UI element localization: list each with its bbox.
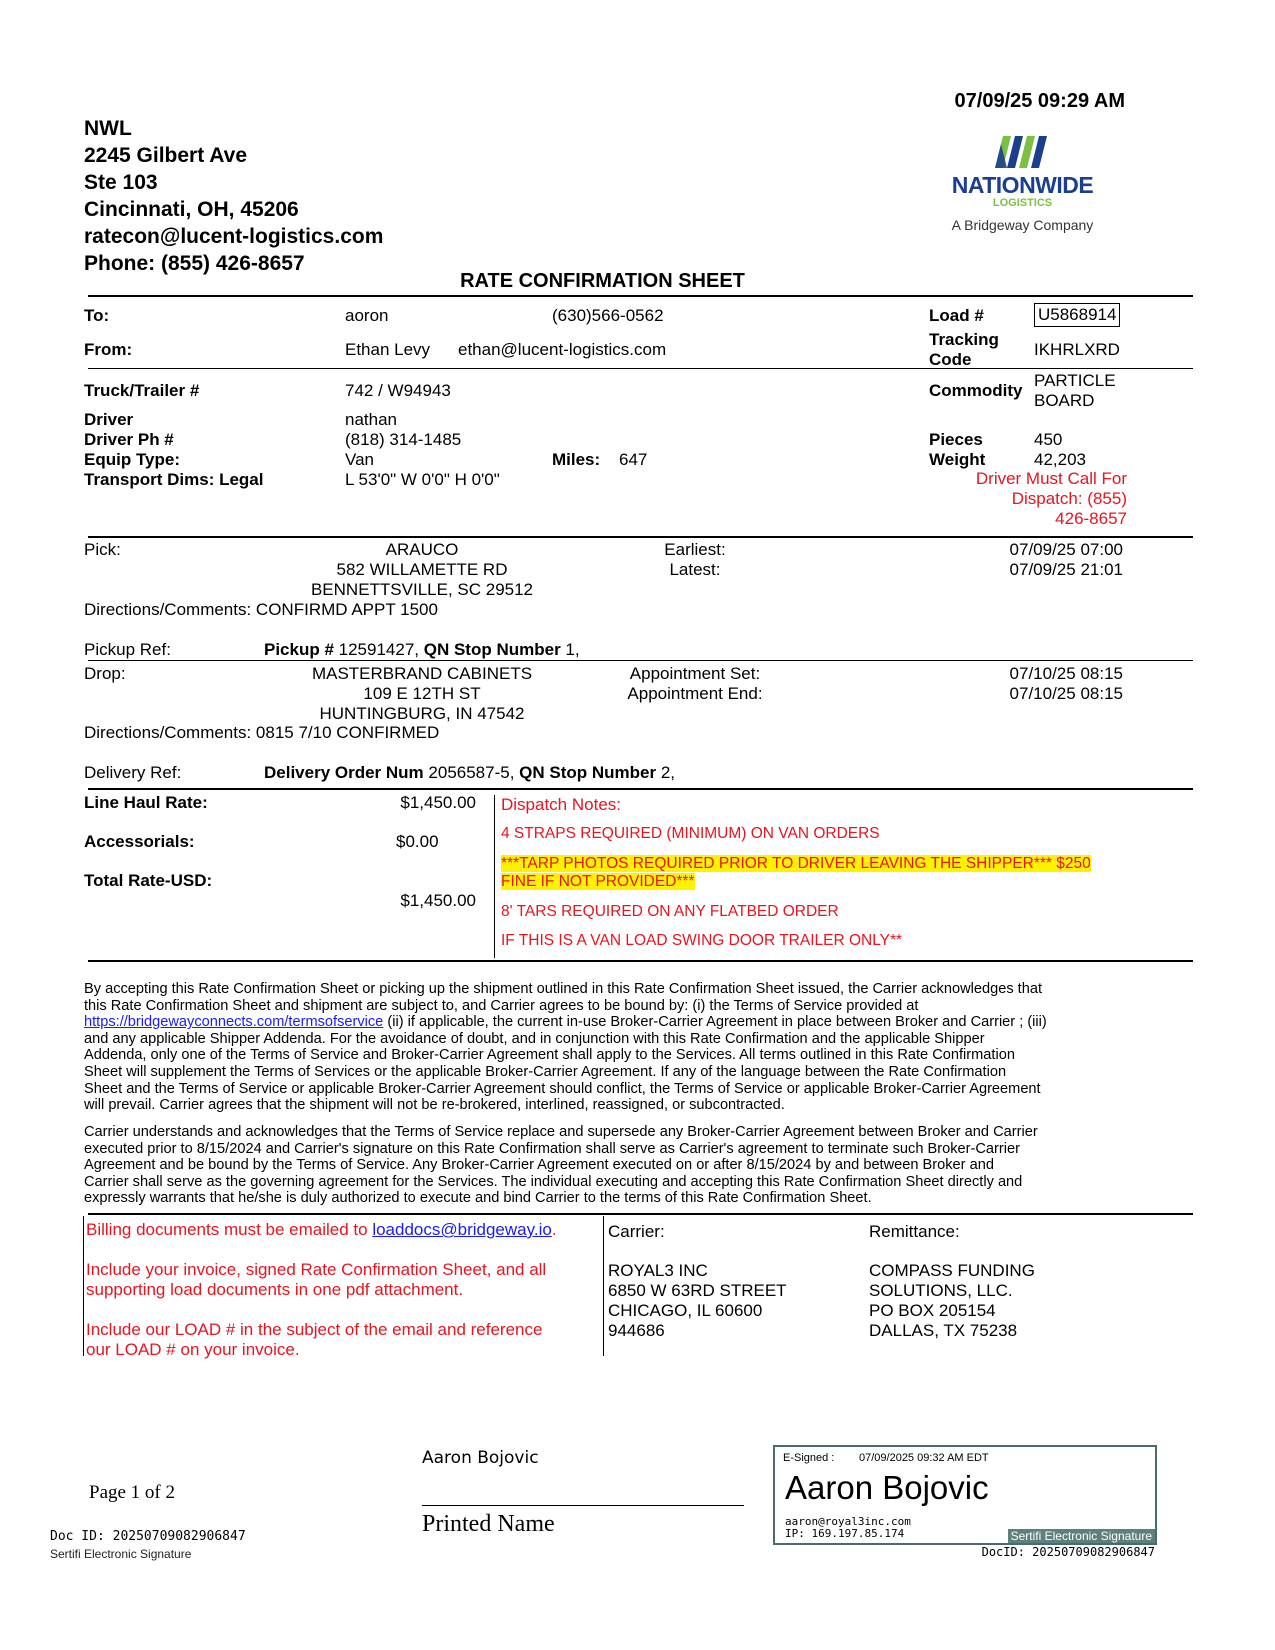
carrier-line: 944686 [608, 1321, 665, 1340]
divider [88, 295, 1193, 297]
esign-email: aaron@royal3inc.com [785, 1515, 911, 1528]
divider [88, 660, 1193, 661]
billing-line: our LOAD # on your invoice. [86, 1340, 300, 1359]
truck-label: Truck/Trailer # [84, 381, 200, 400]
legal-line: Carrier shall serve as the governing agreement for the Services. The individual executing and accepting this Rate Confirmation Sheet directly and [84, 1173, 1023, 1190]
divider [603, 1216, 604, 1356]
commodity-line: BOARD [1034, 391, 1095, 410]
pieces-value: 450 [1034, 430, 1063, 449]
company-address [84, 115, 383, 277]
legal-line: Sheet and the Terms of Service or applicable Broker-Carrier Agreement should conflict, the Terms of Service or applicable Broker-Carrier Agreement [84, 1080, 1041, 1097]
legal-line: and any applicable Shipper Addenda. For the avoidance of doubt, and in conjunction with this Rate Confirmation and the applicable Shipper [84, 1030, 985, 1047]
carrier-line: ROYAL3 INC [608, 1261, 708, 1280]
ref-key: Pickup # [264, 640, 334, 659]
legal-line: will prevail. Carrier agrees that the shipment will not be re-brokered, interlined, reassigned, or subcontracted. [84, 1097, 785, 1114]
divider [88, 536, 1193, 538]
pieces-weight-values [1034, 430, 1086, 470]
delivery-ref [264, 763, 675, 783]
miles-value: 647 [619, 450, 648, 469]
driver-ph-value: (818) 314-1485 [345, 430, 462, 449]
billing-email-link[interactable]: loaddocs@bridgeway.io [372, 1220, 552, 1239]
company-line: Ste 103 [84, 171, 158, 194]
dispatch-notes-title: Dispatch Notes: [501, 795, 621, 814]
driver-value: nathan [345, 410, 397, 429]
company-line: NWL [84, 117, 132, 140]
tracking-label-line: Tracking [929, 330, 999, 349]
to-phone: (630)566-0562 [552, 306, 664, 325]
signature-line [422, 1505, 744, 1506]
carrier-line: 6850 W 63RD STREET [608, 1281, 787, 1300]
dispatch-note-highlighted [501, 855, 1091, 891]
remittance-line: DALLAS, TX 75238 [869, 1321, 1018, 1340]
pickup-ref [264, 640, 580, 660]
company-line: Cincinnati, OH, 45206 [84, 198, 299, 221]
billing-line: Billing documents must be emailed to [86, 1220, 373, 1239]
driver-ph-label: Driver Ph # [84, 430, 174, 449]
appt-set-value: 07/10/25 08:15 [1009, 664, 1123, 683]
divider [88, 368, 1193, 369]
divider [88, 1213, 1193, 1215]
equip-value: Van [345, 450, 374, 469]
billing-line: supporting load documents in one pdf attachment. [86, 1280, 464, 1299]
esign-name: Aaron Bojovic [785, 1469, 989, 1506]
drop-addr2: HUNTINGBURG, IN 47542 [319, 704, 525, 723]
ref-value: 1, [560, 640, 580, 659]
accessorials-label: Accessorials: [84, 832, 195, 851]
drop-appt-labels [600, 664, 790, 704]
load-label: Load # [929, 306, 984, 325]
divider [88, 788, 1193, 790]
pick-addr2: BENNETTSVILLE, SC 29512 [310, 580, 534, 599]
logo-mark-icon [935, 128, 1110, 173]
legal-line: Addenda, only one of the Terms of Service and Broker-Carrier Agreement shall apply to the Services. All terms outlined in this Rate Confirmation [84, 1047, 1015, 1064]
legal-line: Agreement and be bound by the Terms of Service. Any Broker-Carrier Agreement executed on or after 8/15/2024 by and between Broker and [84, 1157, 994, 1174]
driver-call-line: 426-8657 [1055, 509, 1127, 528]
esign-doc-id: DocID: 20250709082906847 [981, 1545, 1155, 1559]
pick-label: Pick: [84, 540, 121, 559]
company-logo [935, 128, 1110, 233]
esign-datetime: 07/09/2025 09:32 AM EDT [859, 1452, 989, 1464]
dispatch-note: 8' TARS REQUIRED ON ANY FLATBED ORDER [501, 903, 839, 920]
from-email: ethan@lucent-logistics.com [458, 340, 667, 359]
equip-label: Equip Type: [84, 450, 181, 469]
drop-name: MASTERBRAND CABINETS [311, 664, 533, 683]
divider [88, 960, 1193, 962]
tracking-code: IKHRLXRD [1034, 340, 1120, 359]
company-line: ratecon@lucent-logistics.com [84, 225, 384, 248]
logo-tagline: A Bridgeway Company [951, 217, 1094, 233]
weight-label: Weight [929, 450, 986, 469]
drop-comments: Directions/Comments: 0815 7/10 CONFIRMED [84, 723, 440, 742]
legal-line: executed prior to 8/15/2024 and Carrier's signature on this Rate Confirmation shall serve as Carrier's agreement to terminate such Broker-Carrier [84, 1140, 1020, 1157]
company-line: Phone: (855) 426-8657 [84, 252, 305, 275]
pickup-ref-label: Pickup Ref: [84, 640, 171, 659]
esign-label: E-Signed : [783, 1452, 835, 1464]
esign-ip: IP: 169.197.85.174 [785, 1527, 905, 1540]
ref-key: QN Stop Number [519, 763, 657, 782]
pick-address [282, 540, 562, 600]
pick-comments: Directions/Comments: CONFIRMD APPT 1500 [84, 600, 438, 619]
remittance-line: COMPASS FUNDING [869, 1261, 1035, 1280]
appt-end-label: Appointment End: [627, 684, 763, 703]
drop-label: Drop: [84, 664, 126, 683]
commodity-value [1034, 371, 1116, 411]
terms-of-service-link[interactable]: https://bridgewayconnects.com/termsofservice [84, 1014, 384, 1031]
logo-sub: LOGISTICS [992, 197, 1053, 209]
page-title: RATE CONFIRMATION SHEET [460, 270, 745, 292]
driver-call-note [930, 469, 1127, 529]
divider [494, 795, 495, 958]
ref-key: QN Stop Number [423, 640, 561, 659]
total-rate-label: Total Rate-USD: [84, 871, 213, 890]
drop-appt-values [960, 664, 1123, 704]
pieces-weight-labels [929, 430, 985, 470]
to-label: To: [84, 306, 110, 325]
dispatch-note-line: ***TARP PHOTOS REQUIRED PRIOR TO DRIVER LEAVING THE SHIPPER*** $250 [501, 855, 1091, 872]
line-haul-label: Line Haul Rate: [84, 793, 208, 812]
esignature-box [773, 1445, 1157, 1545]
driver-label: Driver [84, 410, 134, 429]
legal-line: Sheet will supplement the Terms of Services or the applicable Broker-Carrier Agreement. If any of the language between the Rate Confirmation [84, 1063, 1007, 1080]
driver-call-line: Dispatch: (855) [1011, 489, 1127, 508]
weight-value: 42,203 [1034, 450, 1086, 469]
appt-end-value: 07/10/25 08:15 [1009, 684, 1123, 703]
drop-address [282, 664, 562, 724]
pick-window-labels [610, 540, 780, 580]
dispatch-note: IF THIS IS A VAN LOAD SWING DOOR TRAILER ONLY** [501, 932, 903, 949]
drop-addr1: 109 E 12TH ST [363, 684, 481, 703]
carrier-line: CHICAGO, IL 60600 [608, 1301, 763, 1320]
truck-value: 742 / W94943 [345, 381, 451, 400]
from-name: Ethan Levy [345, 340, 431, 359]
printed-name-value: Aaron Bojovic [422, 1448, 539, 1468]
commodity-label: Commodity [929, 381, 1023, 400]
remittance-line: SOLUTIONS, LLC. [869, 1281, 1013, 1300]
delivery-ref-label: Delivery Ref: [84, 763, 182, 782]
legal-line: this Rate Confirmation Sheet and shipment are subject to, and Carrier agrees to be bound by: (i) the Terms of Service provided at [84, 997, 919, 1014]
carrier-address [608, 1261, 787, 1341]
logo-brand: NATIONWIDE [951, 172, 1094, 198]
page-number: Page 1 of 2 [89, 1482, 176, 1503]
sertifi-badge: Sertifi Electronic Signature [1008, 1529, 1155, 1543]
pick-name: ARAUCO [385, 540, 459, 559]
dispatch-note: 4 STRAPS REQUIRED (MINIMUM) ON VAN ORDERS [501, 825, 880, 842]
billing-line: Include your invoice, signed Rate Confirmation Sheet, and all [86, 1260, 547, 1279]
total-rate-value: $1,450.00 [400, 891, 476, 910]
dims-label: Transport Dims: Legal [84, 470, 264, 489]
company-line: 2245 Gilbert Ave [84, 144, 248, 167]
latest-label: Latest: [669, 560, 721, 579]
commodity-line: PARTICLE [1034, 371, 1116, 390]
legal-line: Carrier understands and acknowledges that the Terms of Service replace and supersede any Broker-Carrier Agreement between Broker and Carrier [84, 1124, 1038, 1140]
dims-value: L 53'0" W 0'0" H 0'0" [345, 470, 500, 489]
printed-name-label: Printed Name [422, 1511, 555, 1537]
ref-value: 12591427, [333, 640, 424, 659]
miles-label: Miles: [552, 450, 601, 469]
appt-set-label: Appointment Set: [629, 664, 761, 683]
pick-addr1: 582 WILLAMETTE RD [336, 560, 508, 579]
driver-call-line: Driver Must Call For [975, 469, 1127, 488]
carrier-label: Carrier: [608, 1222, 665, 1241]
ref-key: Delivery Order Num [264, 763, 424, 782]
ref-value: 2, [656, 763, 676, 782]
legal-line: By accepting this Rate Confirmation Sheet or picking up the shipment outlined in this Rate Confirmation Sheet issued, the Carrier acknowledges that [84, 981, 1043, 997]
earliest-label: Earliest: [664, 540, 726, 559]
legal-paragraph-2 [84, 1124, 1194, 1207]
sertifi-label: Sertifi Electronic Signature [50, 1547, 192, 1561]
divider [83, 1216, 84, 1356]
remittance-line: PO BOX 205154 [869, 1301, 996, 1320]
billing-instructions [86, 1220, 596, 1360]
legal-line: (ii) if applicable, the current in-use Broker-Carrier Agreement in place between Broker and Carrier ; (iii) [383, 1014, 1047, 1031]
from-label: From: [84, 340, 133, 359]
billing-line: . [551, 1220, 557, 1239]
tracking-label [929, 330, 999, 370]
pick-window-values [960, 540, 1123, 580]
to-name: aoron [345, 306, 389, 325]
legal-paragraph-1 [84, 981, 1194, 1114]
tracking-label-line: Code [929, 350, 972, 369]
driver-labels [84, 410, 263, 490]
line-haul-value: $1,450.00 [400, 793, 476, 812]
doc-id: Doc ID: 20250709082906847 [50, 1529, 246, 1544]
load-number: U5868914 [1034, 303, 1120, 327]
accessorials-value: $0.00 [396, 832, 439, 851]
earliest-value: 07/09/25 07:00 [1009, 540, 1123, 559]
remittance-label: Remittance: [869, 1222, 960, 1241]
latest-value: 07/09/25 21:01 [1009, 560, 1123, 579]
driver-values [345, 410, 500, 490]
legal-line: expressly warrants that he/she is duly authorized to execute and bind Carrier to the terms of this Rate Confirmation Sheet. [84, 1190, 872, 1207]
remittance-address [869, 1261, 1035, 1341]
dispatch-note-line: FINE IF NOT PROVIDED*** [501, 873, 695, 890]
billing-line: Include our LOAD # in the subject of the email and reference [86, 1320, 543, 1339]
pieces-label: Pieces [929, 430, 983, 449]
timestamp: 07/09/25 09:29 AM [954, 90, 1125, 112]
ref-value: 2056587-5, [423, 763, 520, 782]
